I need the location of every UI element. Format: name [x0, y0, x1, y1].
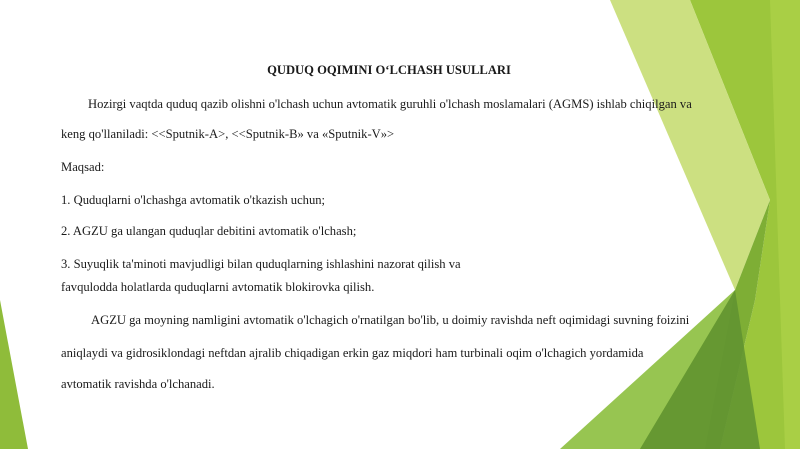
paragraph2-line3: avtomatik ravishda o'lchanadi. — [61, 377, 215, 391]
goal-item-1: 1. Quduqlarni o'lchashga avtomatik o'tkazish uchun; — [61, 193, 326, 207]
goal-item-3: 3. Suyuqlik ta'minoti mavjudligi bilan quduqlarning ishlashini nazorat qilish va — [61, 257, 461, 271]
goal-item-3-continuation: favqulodda holatlarda quduqlarni avtomatik blokirovka qilish. — [61, 280, 375, 294]
goal-item-2: 2. AGZU ga ulangan quduqlar debitini avtomatik o'lchash; — [61, 224, 357, 238]
goal-label: Maqsad: — [61, 160, 105, 174]
paragraph2-line1: AGZU ga moyning namligini avtomatik o'lchagich o'rnatilgan bo'lib, u doimiy ravishda neft oqimidagi suvning foizini — [91, 313, 690, 327]
slide-title: QUDUQ OQIMINI O‘LCHASH USULLARI — [267, 63, 511, 77]
paragraph1-line1: Hozirgi vaqtda quduq qazib olishni o'lchash uchun avtomatik guruhli o'lchash moslamalari (AGMS) ishlab chiqilgan va — [88, 97, 692, 111]
paragraph2-line2: aniqlaydi va gidrosiklondagi neftdan ajralib chiqadigan erkin gaz miqdori ham turbinali oqim o'lchagich yordamida — [61, 346, 644, 360]
paragraph1-line2: keng qo'llaniladi: <<Sputnik-A>, <<Sputnik-B» va «Sputnik-V»> — [61, 127, 395, 141]
